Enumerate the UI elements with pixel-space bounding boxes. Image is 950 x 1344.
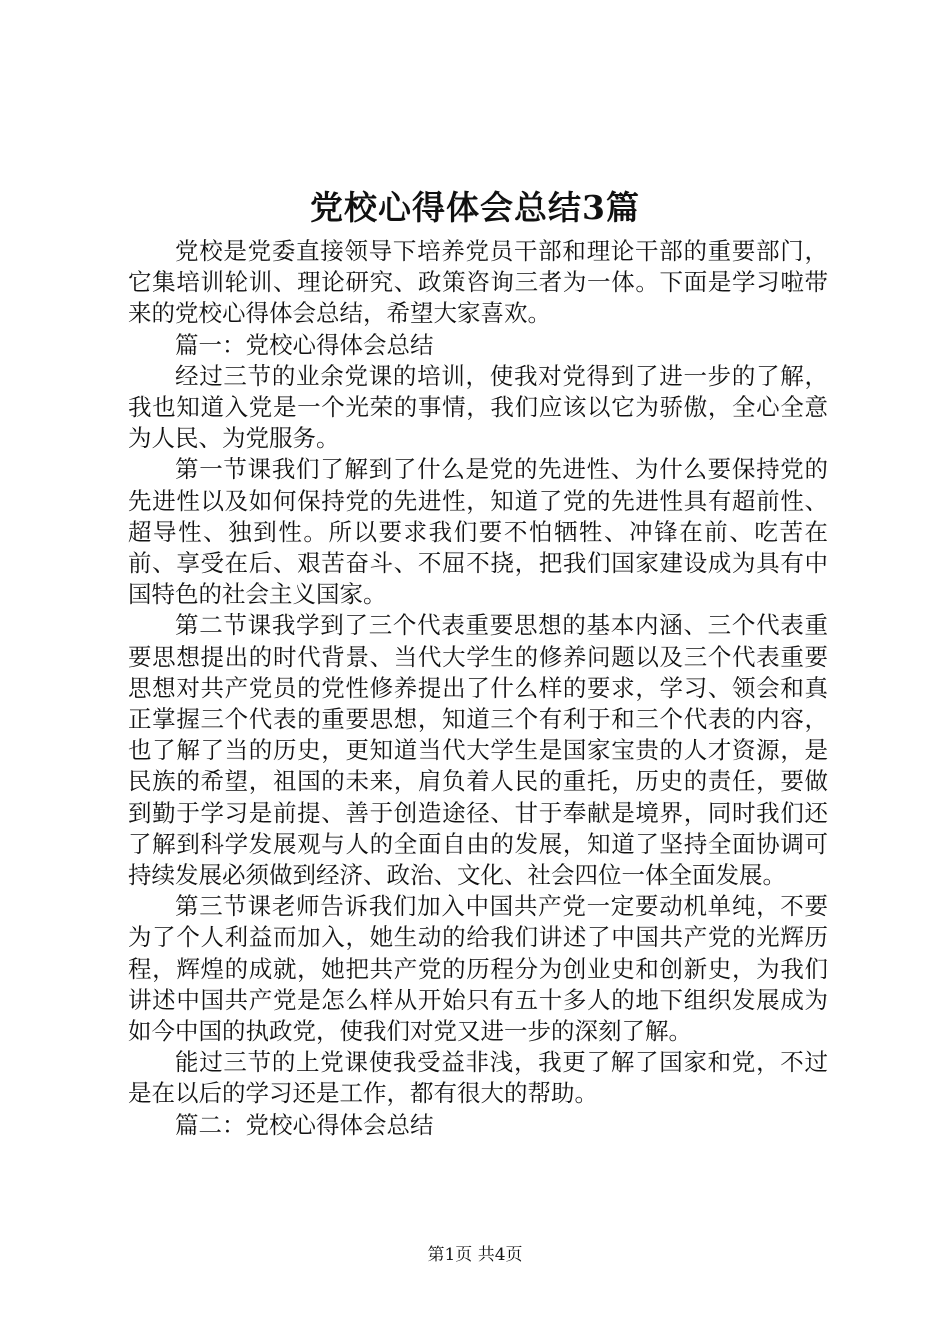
body-paragraph: 经过三节的业余党课的培训，使我对党得到了进一步的了解，我也知道入党是一个光荣的事情，我们应该以它为骄傲，全心全意为人民、为党服务。 <box>128 361 828 453</box>
intro-paragraph: 党校是党委直接领导下培养党员干部和理论干部的重要部门，它集培训轮训、理论研究、政策咨询三者为一体。下面是学习啦带来的党校心得体会总结，希望大家喜欢。 <box>128 237 828 328</box>
body-paragraph: 第三节课老师告诉我们加入中国共产党一定要动机单纯，不要为了个人利益而加入，她生动的给我们讲述了中国共产党的光辉历程，辉煌的成就，她把共产党的历程分为创业史和创新史，为我们讲述中国共产党是怎么样从开始只有五十多人的地下组织发展成为如今中国的执政党，使我们对党又进一步的深刻了解。 <box>128 892 828 1046</box>
document-title: 党校心得体会总结3篇 <box>310 188 640 227</box>
page-footer: 第1页 共4页 <box>427 1245 523 1265</box>
section-heading-2: 篇二：党校心得体会总结 <box>175 1110 434 1139</box>
body-paragraph: 第二节课我学到了三个代表重要思想的基本内涵、三个代表重要思想提出的时代背景、当代大学生的修养问题以及三个代表重要思想对共产党员的党性修养提出了什么样的要求，学习、领会和真正掌握三个代表的重要思想，知道三个有利于和三个代表的内容，也了解了当的历史，更知道当代大学生是国家宝贵的人才资源，是民族的希望，祖国的未来，肩负着人民的重托，历史的责任，要做到勤于学习是前提、善于创造途径、甘于奉献是境界，同时我们还了解到科学发展观与人的全面自由的发展，知道了坚持全面协调可持续发展必须做到经济、政治、文化、社会四位一体全面发展。 <box>128 611 828 890</box>
section-heading-1: 篇一：党校心得体会总结 <box>175 330 434 359</box>
body-paragraph: 能过三节的上党课使我受益非浅，我更了解了国家和党，不过是在以后的学习还是工作，都有很大的帮助。 <box>128 1048 828 1108</box>
document-body <box>128 236 828 1141</box>
body-paragraph: 第一节课我们了解到了什么是党的先进性、为什么要保持党的先进性以及如何保持党的先进性，知道了党的先进性具有超前性、超导性、独到性。所以要求我们要不怕牺牲、冲锋在前、吃苦在前、享受在后、艰苦奋斗、不屈不挠，把我们国家建设成为具有中国特色的社会主义国家。 <box>128 455 828 609</box>
